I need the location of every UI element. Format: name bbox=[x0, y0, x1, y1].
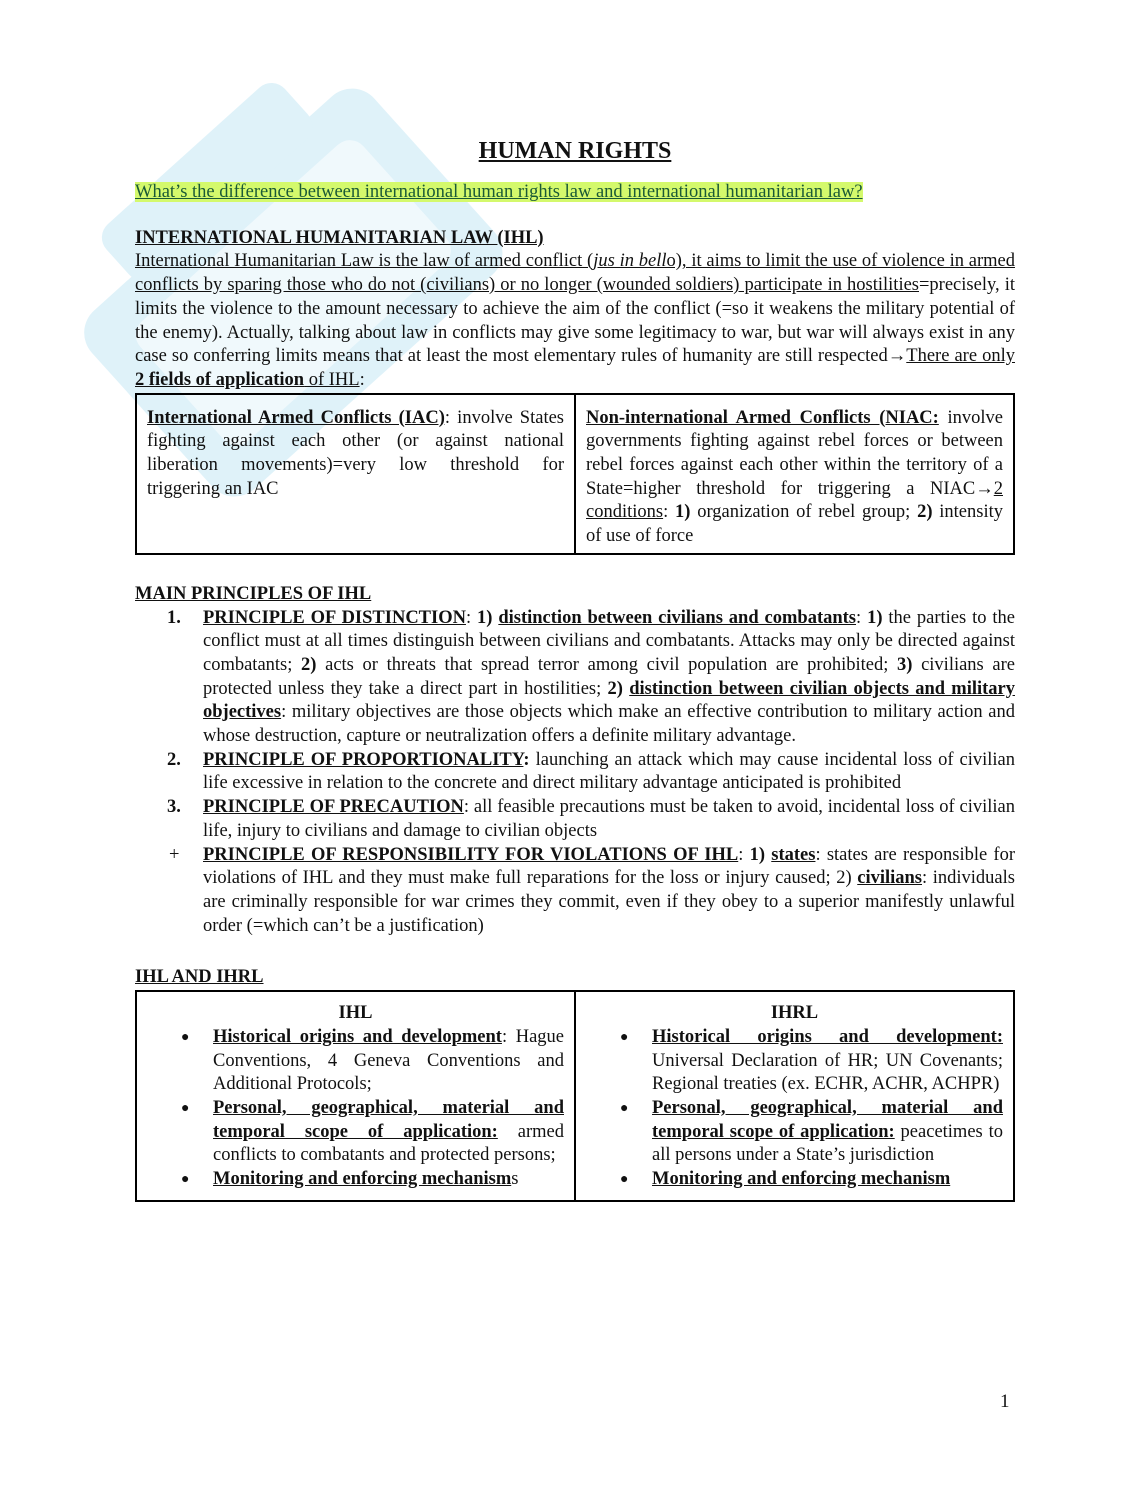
ihrl-points bbox=[586, 1026, 1003, 1192]
principle-title: PRINCIPLE OF PRECAUTION bbox=[203, 797, 464, 818]
ihl-text-1: International Humanitarian Law is the law of armed conflict ( bbox=[135, 251, 594, 272]
document-page bbox=[135, 128, 1015, 1202]
highlighted-question bbox=[135, 181, 1015, 205]
niac-text-1: involve governments fighting against rebel forces or between rebel forces against each other within the territory of a State=higher threshold for triggering a NIAC→ bbox=[586, 407, 1003, 499]
comparison-section bbox=[135, 966, 1015, 1201]
niac-conditions: 2 conditions bbox=[586, 478, 1003, 523]
principles-heading: MAIN PRINCIPLES OF IHL bbox=[135, 583, 372, 604]
list-item: ● Personal, geographical, material and temporal scope of application: peacetimes to all persons under a State’s jurisdiction bbox=[586, 1097, 1003, 1168]
ihl-heading: INTERNATIONAL HUMANITARIAN LAW (IHL) bbox=[135, 227, 544, 248]
list-item: ● Personal, geographical, material and temporal scope of application: armed conflicts to combatants and protected persons; bbox=[147, 1097, 564, 1168]
ihl-text-5: 2 fields of application bbox=[135, 369, 305, 390]
principle-distinction: 1. PRINCIPLE OF DISTINCTION: 1) distinction between civilians and combatants: 1) the parties to the conflict must at all times distinguish between civilians and combatants. Attacks may only be directed against combatants; 2) acts or threats that spread terror among civil population are prohibited; 3) civilians are protected unless they take a direct part in hostilities; 2) distinction between civilian objects and military objectives: military objectives are those objects which make an effective contribution to military action and whose destruction, capture or neutralization offers a definite military advantage. bbox=[167, 607, 1015, 747]
niac-text-2: : bbox=[663, 502, 675, 523]
list-number: 3. bbox=[167, 797, 181, 818]
ihl-paragraph bbox=[135, 250, 1015, 392]
ihl-column bbox=[136, 991, 575, 1201]
list-item: ● Monitoring and enforcing mechanisms bbox=[147, 1168, 564, 1192]
list-item: ● Historical origins and development: Hague Conventions, 4 Geneva Conventions and Additional Protocols; bbox=[147, 1026, 564, 1097]
niac-label: Non-international Armed Conflicts (NIAC: bbox=[586, 407, 939, 428]
principle-proportionality: 2. PRINCIPLE OF PROPORTIONALITY: launching an attack which may cause incidental loss of civilian life excessive in relation to the concrete and direct military advantage anticipated is prohibited bbox=[167, 749, 1015, 794]
principle-subtitle: states bbox=[771, 844, 816, 865]
principle-precaution: 3. PRINCIPLE OF PRECAUTION: all feasible precautions must be taken to avoid, incidental loss of civilian life, injury to civilians and damage to civilian objects bbox=[167, 797, 1015, 841]
principles-list bbox=[135, 607, 1015, 939]
ihl-text-4: There are only bbox=[906, 346, 1015, 367]
list-number: 2. bbox=[167, 749, 181, 770]
principle-title: PRINCIPLE OF DISTINCTION bbox=[203, 607, 466, 628]
principles-section bbox=[135, 583, 1015, 939]
ihl-section bbox=[135, 227, 1015, 555]
list-item: ● Monitoring and enforcing mechanism bbox=[586, 1168, 1003, 1192]
niac-text-4: intensity of use of force bbox=[586, 502, 1003, 547]
iac-cell bbox=[136, 394, 575, 554]
page-number: 1 bbox=[1000, 1391, 1010, 1412]
principle-responsibility: + PRINCIPLE OF RESPONSIBILITY FOR VIOLATIONS OF IHL: 1) states: states are responsible for violations of IHL and they must make full reparations for the loss or injury caused; 2) civilians: individuals are criminally responsible for war crimes they commit, even if they obey to a superior manifestly unlawful order (=which can’t be a justification) bbox=[169, 844, 1016, 936]
list-number: 1. bbox=[167, 607, 181, 628]
page-title: HUMAN RIGHTS bbox=[478, 138, 672, 164]
principle-subtitle: civilians bbox=[857, 868, 922, 889]
principle-subtitle: distinction between civilian objects and military objectives bbox=[203, 678, 1015, 723]
ihl-text-italic: jus in bell bbox=[593, 251, 667, 272]
conflict-types-table bbox=[135, 393, 1015, 555]
niac-num-2: 2) bbox=[917, 502, 933, 523]
list-item: ● Historical origins and development: Universal Declaration of HR; UN Covenants; Regional treaties (ex. ECHR, ACHR, ACHPR) bbox=[586, 1026, 1003, 1097]
ihl-text-7: : bbox=[359, 369, 365, 390]
ihl-text-2: o), it aims to limit the use of violence in armed conflicts by sparing those who do not (civilians) or no longer (wounded soldiers) participate in hostilities bbox=[135, 251, 1015, 296]
comparison-heading: IHL AND IHRL bbox=[135, 967, 264, 988]
ihl-text-6: of IHL bbox=[304, 369, 360, 390]
column-header: IHL bbox=[338, 1003, 373, 1024]
principle-title: PRINCIPLE OF RESPONSIBILITY FOR VIOLATIONS OF IHL bbox=[203, 844, 739, 865]
iac-text: : involve States fighting against each other (or against national liberation movements)=very low threshold for triggering an IAC bbox=[147, 407, 564, 499]
niac-cell bbox=[575, 394, 1014, 554]
question-text: What’s the difference between international human rights law and international humanitarian law? bbox=[135, 182, 863, 202]
column-header: IHRL bbox=[770, 1003, 819, 1024]
principle-subtitle: distinction between civilians and combatants bbox=[498, 607, 857, 628]
ihrl-column bbox=[575, 991, 1014, 1201]
iac-label: International Armed Conflicts (IAC) bbox=[147, 407, 445, 428]
ihl-points bbox=[147, 1026, 564, 1192]
list-number: + bbox=[169, 844, 180, 865]
comparison-table bbox=[135, 990, 1015, 1202]
niac-num-1: 1) bbox=[675, 502, 691, 523]
principle-title: PRINCIPLE OF PROPORTIONALITY bbox=[203, 749, 524, 770]
niac-text-3: organization of rebel group; bbox=[690, 502, 918, 523]
ihl-text-3: =precisely, it limits the violence to the amount necessary to achieve the aim of the conflict (=so it weakens the military potential of the enemy). Actually, talking about law in conflicts may give some legitimacy to war, but war will always exist in any case so conferring limits means that at least the most elementary rules of humanity are still respected→ bbox=[135, 275, 1015, 367]
